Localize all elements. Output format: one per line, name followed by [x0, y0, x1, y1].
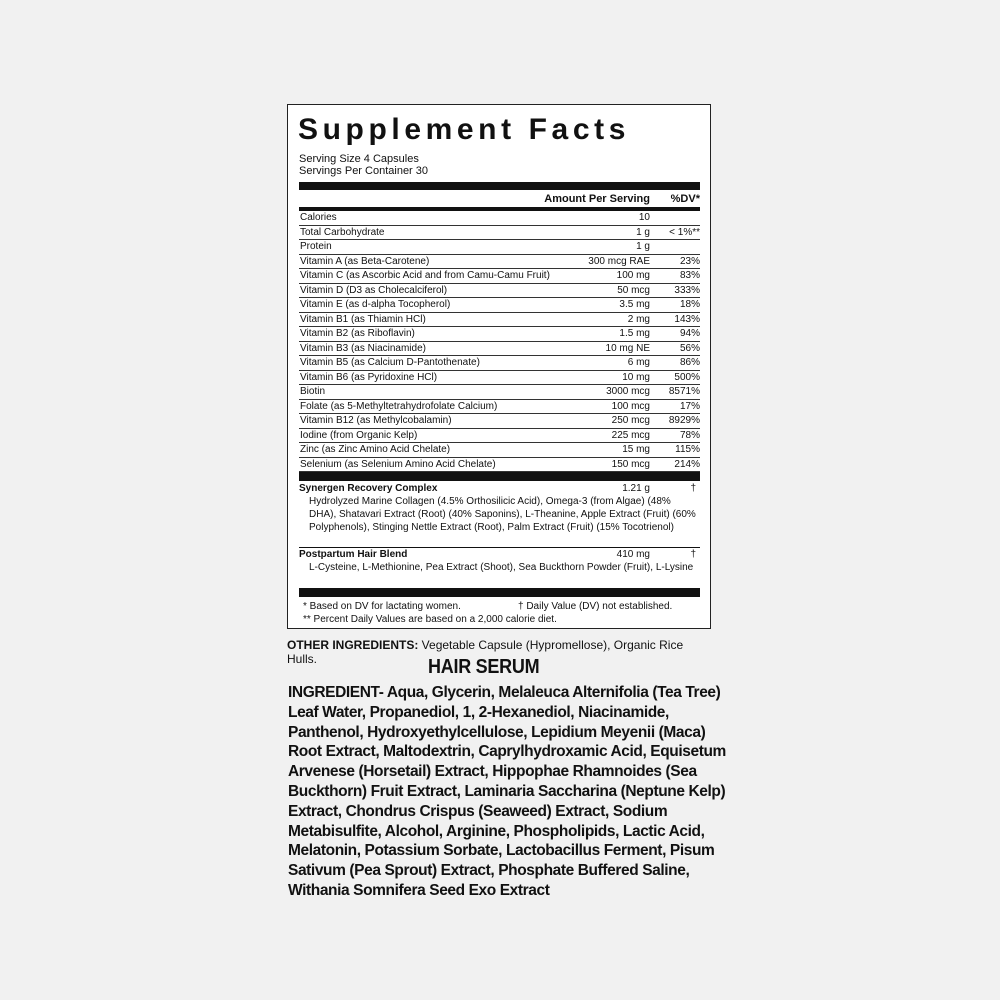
blend-amount: 410 mg — [616, 549, 650, 560]
nutrient-name: Vitamin B6 (as Pyridoxine HCl) — [300, 371, 438, 383]
nutrient-row — [299, 327, 700, 342]
serum-line — [288, 683, 726, 703]
nutrient-name: Vitamin D (D3 as Cholecalciferol) — [300, 284, 448, 296]
serum-line-text: Metabisulfite, Alcohol, Arginine, Phospholipids, Lactic Acid, — [288, 822, 705, 840]
nutrient-dv: 333% — [674, 284, 700, 296]
serum-line — [288, 703, 726, 723]
serum-line-text: Melatonin, Potassium Sorbate, Lactobacillus Ferment, Pisum — [288, 842, 715, 860]
serum-line — [288, 841, 726, 861]
nutrient-name: Selenium (as Selenium Amino Acid Chelate) — [300, 458, 496, 470]
serum-line — [288, 762, 726, 782]
nutrient-row — [299, 443, 700, 458]
nutrient-amount: 100 mg — [616, 270, 650, 281]
column-header — [299, 193, 700, 207]
divider-thick — [299, 472, 700, 481]
nutrient-dv: 214% — [674, 458, 700, 470]
nutrient-dv: 115% — [675, 444, 700, 455]
nutrient-amount: 1.5 mg — [619, 328, 650, 339]
serum-line — [288, 723, 726, 743]
divider-thick — [299, 182, 700, 190]
nutrient-name: Calories — [300, 212, 337, 223]
nutrient-row — [299, 211, 700, 226]
nutrient-amount: 225 mcg — [611, 429, 650, 441]
serum-ingredient-label: INGREDIENT- — [288, 684, 384, 701]
blend-dv: † — [690, 549, 696, 560]
nutrient-amount: 50 mcg — [617, 284, 650, 296]
nutrient-dv: 86% — [679, 357, 700, 368]
servings-per-container: Servings Per Container 30 — [299, 165, 429, 177]
nutrient-name: Vitamin A (as Beta-Carotene) — [300, 255, 430, 267]
amount-header: Amount Per Serving — [544, 193, 650, 205]
serum-line — [288, 881, 726, 901]
supplement-facts-label — [287, 104, 711, 629]
nutrient-row — [299, 240, 700, 255]
nutrient-dv: 18% — [679, 299, 700, 310]
serum-line-text: Sativum (Pea Sprout) Extract, Phosphate Buffered Saline, — [288, 862, 690, 880]
divider-thick — [299, 588, 700, 597]
nutrient-dv: 83% — [679, 270, 700, 281]
blend-ingredients: Hydrolyzed Marine Collagen (4.5% Orthosilicic Acid), Omega-3 (from Algae) (48% DHA), Shatavari Extract (Root) (40% Saponins), L-Theanine, Apple Extract (Fruit) (60% Polyphenols), Stinging Nettle Extract (Root), Palm Extract (Fruit) (15% Tocotrienol) — [309, 496, 696, 533]
serum-line-text: Arvenese (Horsetail) Extract, Hippophae Rhamnoides (Sea — [288, 763, 697, 781]
nutrient-dv: 8929% — [668, 415, 700, 426]
nutrient-row — [299, 400, 700, 415]
nutrient-name: Vitamin B1 (as Thiamin HCl) — [300, 313, 426, 325]
label-title: Supplement Facts — [298, 113, 630, 146]
nutrient-amount: 150 mcg — [611, 458, 650, 470]
nutrient-dv: 23% — [679, 255, 700, 267]
nutrient-amount: 250 mcg — [611, 415, 650, 426]
nutrient-name: Vitamin B5 (as Calcium D-Pantothenate) — [300, 357, 480, 368]
footnote-calorie: ** Percent Daily Values are based on a 2,000 calorie diet. — [303, 614, 557, 625]
nutrient-amount: 1 g — [636, 226, 650, 238]
blend-ingredients: L-Cysteine, L-Methionine, Pea Extract (Shoot), Sea Buckthorn Powder (Fruit), L-Lysine — [309, 562, 694, 573]
nutrient-row — [299, 385, 700, 400]
nutrient-amount: 300 mcg RAE — [588, 255, 650, 267]
serum-line — [288, 742, 726, 762]
serum-line-text: Root Extract, Maltodextrin, Caprylhydroxamic Acid, Equisetum — [288, 743, 726, 761]
nutrient-name: Vitamin B3 (as Niacinamide) — [300, 342, 426, 354]
nutrient-row — [299, 371, 700, 386]
serving-size: Serving Size 4 Capsules — [299, 153, 419, 165]
nutrient-name: Folate (as 5-Methyltetrahydrofolate Calcium) — [300, 400, 498, 412]
nutrient-dv: 94% — [679, 328, 700, 339]
serving-info — [299, 153, 428, 177]
nutrient-dv: 143% — [674, 313, 700, 325]
nutrient-row — [299, 429, 700, 444]
serum-line-text: Withania Somnifera Seed Exo Extract — [288, 881, 550, 899]
blend-postpartum-hair — [299, 548, 700, 574]
blend-dv: † — [690, 483, 696, 494]
nutrient-name: Vitamin B2 (as Riboflavin) — [300, 328, 415, 339]
nutrient-row — [299, 298, 700, 313]
serum-line — [288, 822, 726, 842]
serum-line — [288, 782, 726, 802]
nutrient-row — [299, 255, 700, 270]
nutrient-row — [299, 458, 700, 473]
nutrient-dv: 56% — [679, 342, 700, 354]
hair-serum-title: HAIR SERUM — [428, 656, 540, 678]
nutrient-amount: 2 mg — [627, 313, 650, 325]
serum-line — [288, 861, 726, 881]
nutrient-amount: 10 mg — [622, 371, 650, 383]
blend-name: Postpartum Hair Blend — [299, 549, 408, 560]
nutrient-row — [299, 414, 700, 429]
nutrient-row — [299, 226, 700, 241]
nutrient-table — [299, 211, 700, 472]
nutrient-dv: 500% — [674, 371, 700, 383]
nutrient-dv: 17% — [679, 400, 700, 412]
nutrient-name: Vitamin C (as Ascorbic Acid and from Camu-Camu Fruit) — [300, 270, 550, 281]
nutrient-name: Iodine (from Organic Kelp) — [300, 429, 418, 441]
nutrient-amount: 1 g — [636, 241, 650, 252]
hair-serum-ingredients — [288, 683, 726, 901]
nutrient-name: Protein — [300, 241, 332, 252]
nutrient-name: Vitamin E (as d-alpha Tocopherol) — [300, 299, 451, 310]
nutrient-amount: 6 mg — [627, 357, 650, 368]
nutrient-row — [299, 313, 700, 328]
other-ingredients-label: OTHER INGREDIENTS: — [287, 638, 419, 652]
nutrient-amount: 10 — [638, 212, 650, 223]
dv-header: %DV* — [670, 193, 700, 205]
nutrient-row — [299, 269, 700, 284]
nutrient-amount: 10 mg NE — [605, 342, 650, 354]
nutrient-row — [299, 284, 700, 299]
nutrient-name: Vitamin B12 (as Methylcobalamin) — [300, 415, 452, 426]
nutrient-name: Total Carbohydrate — [300, 226, 385, 238]
footnote-not-established: † Daily Value (DV) not established. — [518, 601, 673, 612]
serum-line — [288, 802, 726, 822]
nutrient-amount: 15 mg — [622, 444, 650, 455]
nutrient-dv: 78% — [679, 429, 700, 441]
blend-name: Synergen Recovery Complex — [299, 483, 438, 494]
serum-line-text: Extract, Chondrus Crispus (Seaweed) Extract, Sodium — [288, 802, 668, 820]
nutrient-name: Biotin — [300, 386, 326, 397]
nutrient-name: Zinc (as Zinc Amino Acid Chelate) — [300, 444, 451, 455]
nutrient-dv: < 1%** — [669, 226, 700, 238]
blend-amount: 1.21 g — [622, 483, 650, 494]
nutrient-dv: 8571% — [668, 386, 700, 397]
serum-line-text: Leaf Water, Propanediol, 1, 2-Hexanediol, Niacinamide, — [288, 703, 669, 721]
nutrient-amount: 100 mcg — [611, 400, 650, 412]
other-ingredients-text: Vegetable Capsule (Hypromellose), Organic Rice Hulls. — [287, 638, 684, 666]
footnote-lactating: * Based on DV for lactating women. — [303, 601, 461, 612]
nutrient-row — [299, 342, 700, 357]
nutrient-row — [299, 356, 700, 371]
serum-line-text: Buckthorn) Fruit Extract, Laminaria Saccharina (Neptune Kelp) — [288, 782, 726, 800]
nutrient-amount: 3000 mcg — [606, 386, 650, 397]
serum-line-text: Aqua, Glycerin, Melaleuca Alternifolia (Tea Tree) — [383, 684, 721, 701]
blend-synergen — [299, 482, 700, 534]
serum-line-text: Panthenol, Hydroxyethylcellulose, Lepidium Meyenii (Maca) — [288, 723, 706, 741]
nutrient-amount: 3.5 mg — [619, 299, 650, 310]
